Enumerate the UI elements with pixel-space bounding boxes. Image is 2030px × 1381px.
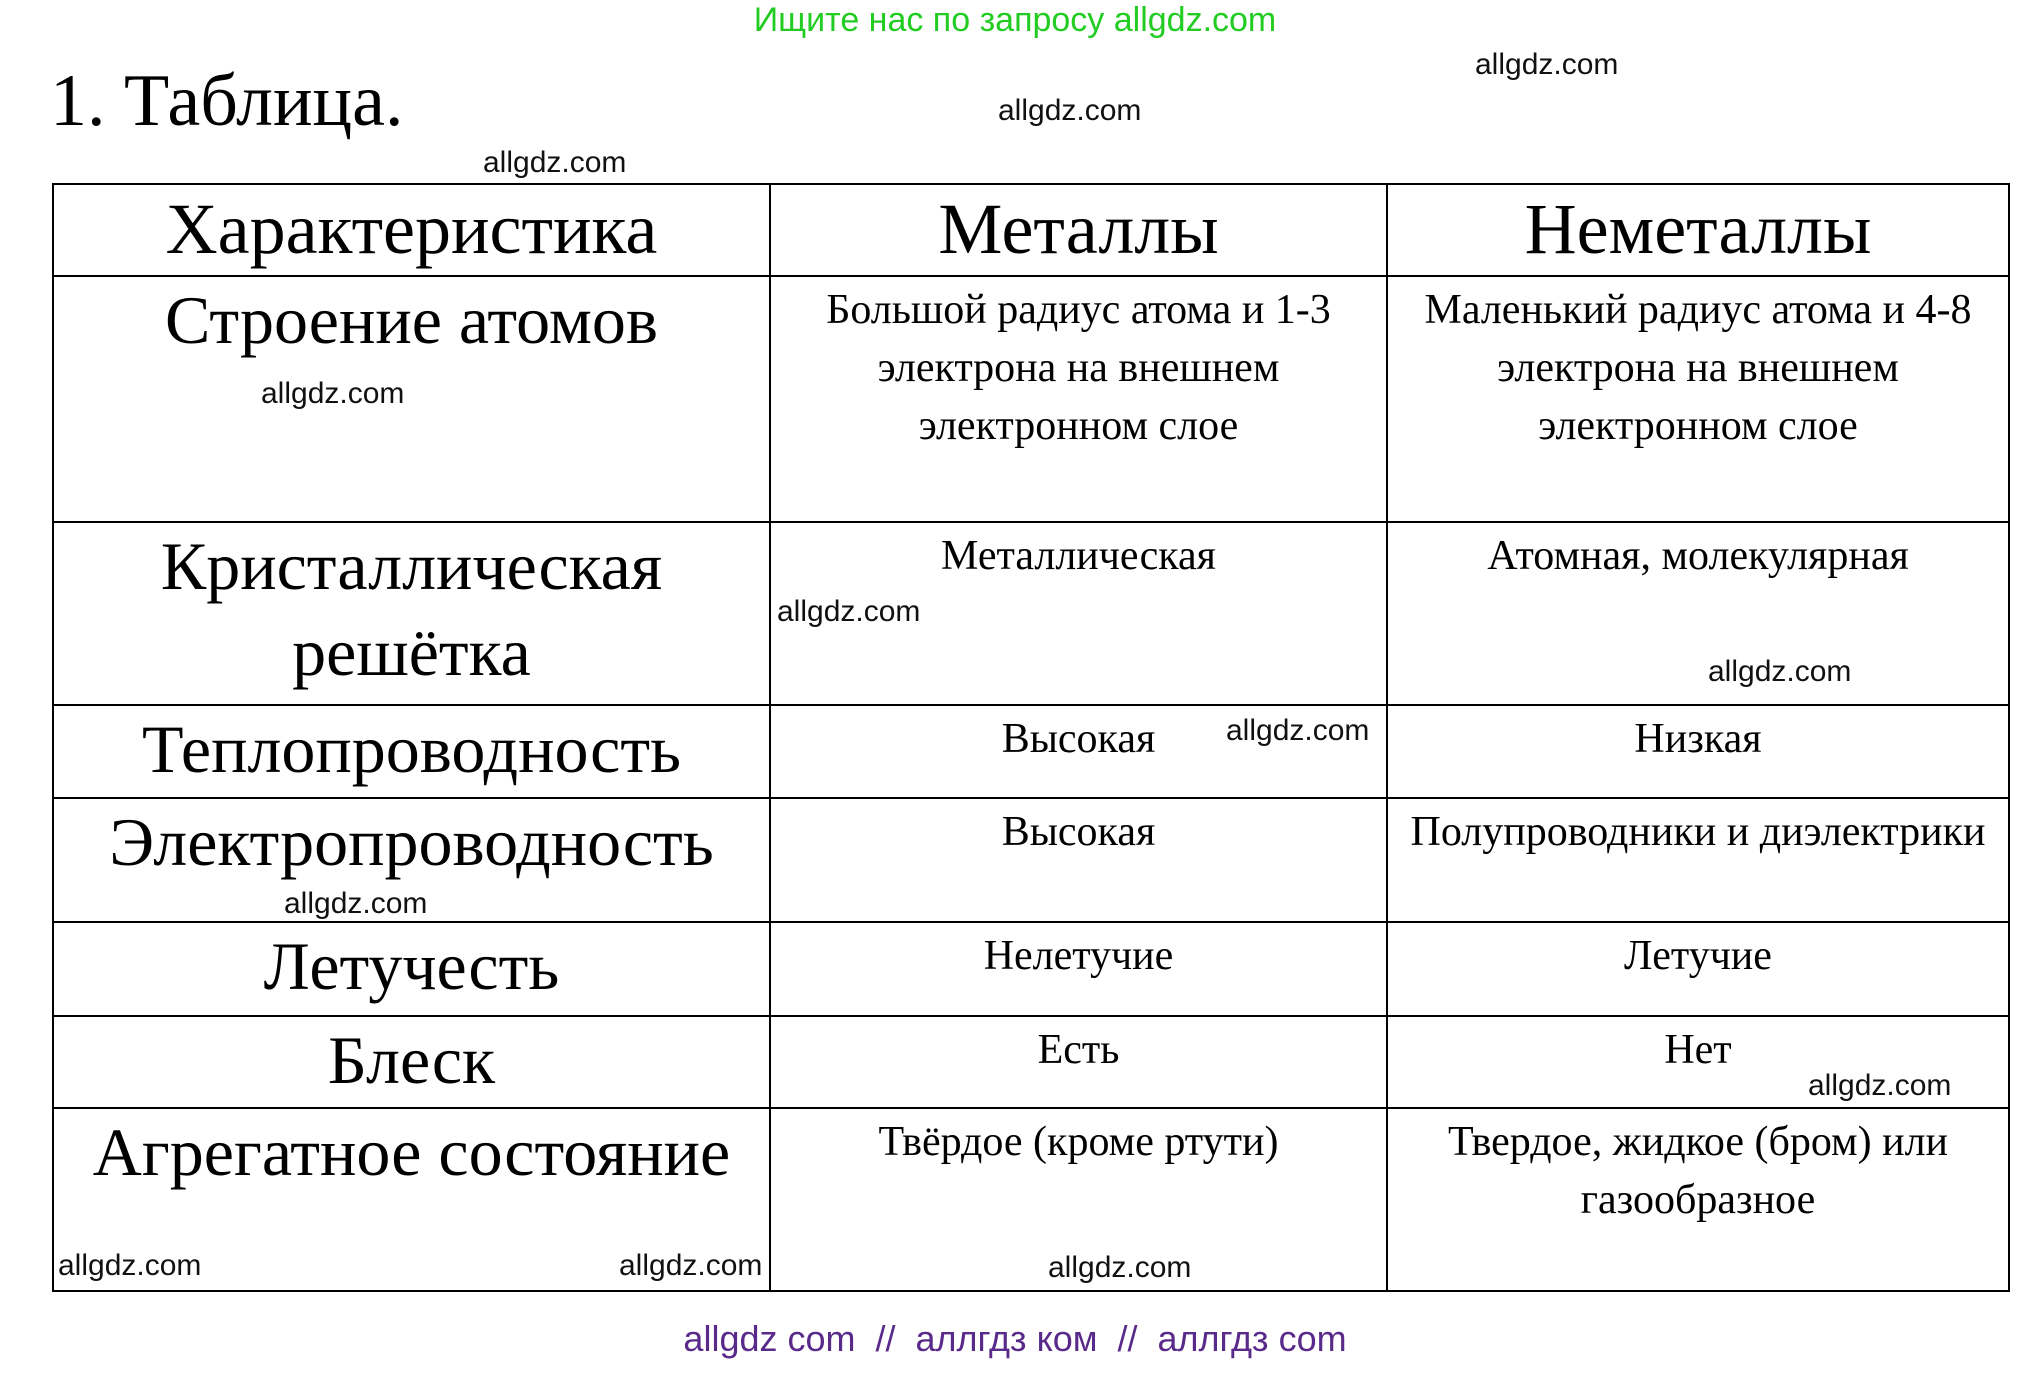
metals-cell [770,798,1387,922]
metals-text: Металлическая [941,533,1216,579]
nonmetals-text: Летучие [1624,933,1772,979]
feature-cell [53,922,770,1016]
nonmetals-cell [1387,705,2009,798]
watermark: allgdz.com [261,377,405,410]
metals-text: Есть [1037,1027,1120,1073]
metals-text: Высокая [1001,716,1156,762]
watermark: allgdz.com [1475,48,1619,81]
page-title: 1. Таблица. [50,60,404,142]
table-row [53,522,2009,705]
header-nonmetals [1387,184,2009,276]
feature-text: Электропроводность [109,804,714,880]
metals-cell [770,705,1387,798]
watermark: allgdz.com [1708,655,1852,688]
header-feature-text: Характеристика [165,189,658,269]
watermark: allgdz.com [483,146,627,179]
watermark: allgdz.com [1226,714,1370,747]
table-row [53,1016,2009,1108]
feature-cell [53,1016,770,1108]
table-header-row [53,184,2009,276]
metals-cell [770,1016,1387,1108]
feature-text: Агрегатное состояние [92,1114,731,1190]
comparison-table [52,183,2010,1292]
feature-text: Строение атомов [164,282,659,358]
watermark: allgdz.com [284,887,428,920]
nonmetals-cell [1387,1108,2009,1291]
nonmetals-text: Низкая [1634,716,1762,762]
feature-text: Блеск [327,1022,496,1098]
metals-cell [770,922,1387,1016]
footer-links: allgdz com // аллгдз ком // аллгдз com [683,1318,1347,1359]
nonmetals-cell [1387,522,2009,705]
nonmetals-cell [1387,276,2009,522]
header-metals-text: Металлы [938,189,1219,269]
nonmetals-cell [1387,798,2009,922]
nonmetals-text: Маленький радиус атома и 4-8 электрона на внешнем электронном слое [1424,287,1972,449]
metals-text: Большой радиус атома и 1-3 электрона на внешнем электронном слое [826,287,1331,449]
nonmetals-text: Нет [1664,1027,1732,1073]
metals-cell [770,522,1387,705]
metals-text: Твёрдое (кроме ртути) [878,1119,1279,1165]
watermark: allgdz.com [619,1249,763,1282]
search-banner: Ищите нас по запросу allgdz.com [753,1,1277,39]
feature-cell [53,798,770,922]
nonmetals-text: Атомная, молекулярная [1487,533,1909,579]
nonmetals-cell [1387,1016,2009,1108]
table-row [53,1108,2009,1291]
header-metals [770,184,1387,276]
header-feature [53,184,770,276]
metals-text: Высокая [1001,809,1156,855]
watermark: allgdz.com [58,1249,202,1282]
table-row [53,922,2009,1016]
feature-cell [53,1108,770,1291]
table-row [53,798,2009,922]
metals-cell [770,1108,1387,1291]
watermark: allgdz.com [1808,1069,1952,1102]
watermark: allgdz.com [777,595,921,628]
watermark: allgdz.com [1048,1251,1192,1284]
nonmetals-text: Твердое, жидкое (бром) или газообразное [1447,1119,1949,1223]
feature-cell [53,276,770,522]
feature-text: Летучесть [263,928,560,1004]
table-row [53,705,2009,798]
feature-text: Теплопроводность [141,711,682,787]
feature-cell [53,705,770,798]
header-nonmetals-text: Неметаллы [1524,189,1872,269]
feature-text: Кристаллическая решётка [160,528,663,690]
metals-text: Нелетучие [983,933,1174,979]
watermark: allgdz.com [998,94,1142,127]
metals-cell [770,276,1387,522]
table-row [53,276,2009,522]
feature-cell [53,522,770,705]
nonmetals-text: Полупроводники и диэлектрики [1410,809,1986,855]
nonmetals-cell [1387,922,2009,1016]
